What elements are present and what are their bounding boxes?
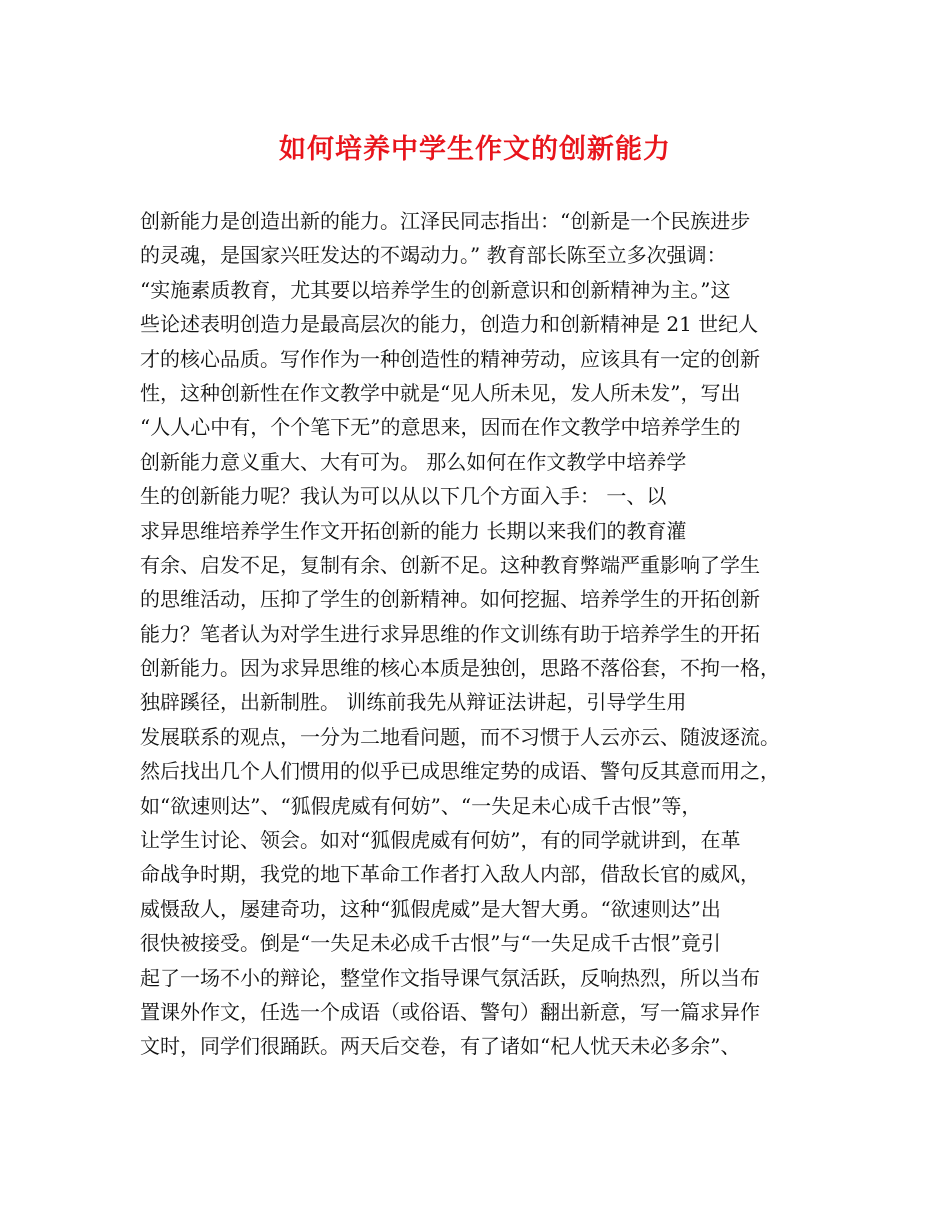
text-line: 创新能力。因为求异思维的核心本质是独创，思路不落俗套，不拘一格， (140, 656, 780, 681)
text-line: 生的创新能力呢？我认为可以从以下几个方面入手： 一、以 (140, 484, 667, 509)
text-line: 让学生讨论、领会。如对“狐假虎威有何妨”，有的同学就讲到，在革 (140, 828, 741, 853)
text-line: 能力？笔者认为对学生进行求异思维的作文训练有助于培养学生的开拓 (140, 621, 760, 646)
text-line: 很快被接受。倒是“一失足未必成千古恨”与“一失足成千古恨”竟引 (140, 931, 721, 956)
text-line: “实施素质教育，尤其要以培养学生的创新意识和创新精神为主。”这 (140, 277, 731, 302)
text-line: 然后找出几个人们惯用的似乎已成思维定势的成语、警句反其意而用之， (140, 759, 780, 784)
text-line: 命战争时期，我党的地下革命工作者打入敌人内部，借敌长官的威风， (140, 862, 760, 887)
document-body (140, 204, 830, 1064)
text-line: 才的核心品质。写作作为一种创造性的精神劳动，应该具有一定的创新 (140, 346, 760, 371)
text-line: 起了一场不小的辩论，整堂作文指导课气氛活跃，反响热烈，所以当布 (140, 965, 760, 990)
text-line: 如“欲速则达”、“狐假虎威有何妨”、“一失足未心成千古恨”等， (140, 793, 702, 818)
text-line: 有余、启发不足，复制有余、创新不足。这种教育弊端严重影响了学生 (140, 552, 760, 577)
text-line: 创新能力意义重大、大有可为。 那么如何在作文教学中培养学 (140, 449, 687, 474)
text-line: 文时，同学们很踊跃。两天后交卷，有了诸如“杞人忧天未必多余”、 (140, 1034, 741, 1059)
text-line: 独辟蹊径，出新制胜。 训练前我先从辩证法讲起，引导学生用 (140, 690, 687, 715)
text-line: “人人心中有，个个笔下无”的意思来，因而在作文教学中培养学生的 (140, 415, 741, 440)
text-line: 些论述表明创造力是最高层次的能力，创造力和创新精神是 21 世纪人 (140, 312, 759, 337)
text-line: 求异思维培养学生作文开拓创新的能力 长期以来我们的教育灌 (140, 518, 687, 543)
text-line: 的思维活动，压抑了学生的创新精神。如何挖掘、培养学生的开拓创新 (140, 587, 760, 612)
text-line: 威慑敌人，屡建奇功，这种“狐假虎威”是大智大勇。“欲速则达”出 (140, 896, 721, 921)
text-line: 性，这种创新性在作文教学中就是“见人所未见，发人所未发”，写出 (140, 380, 741, 405)
text-line: 发展联系的观点，一分为二地看问题，而不习惯于人云亦云、随波逐流。 (140, 724, 780, 749)
text-line: 置课外作文，任选一个成语（或俗语、警句）翻出新意，写一篇求异作 (140, 999, 760, 1024)
document-title: 如何培养中学生作文的创新能力 (279, 134, 671, 165)
text-line: 的灵魂，是国家兴旺发达的不竭动力。” 教育部长陈至立多次强调： (140, 243, 727, 268)
text-line: 创新能力是创造出新的能力。江泽民同志指出：“创新是一个民族进步 (140, 209, 751, 233)
